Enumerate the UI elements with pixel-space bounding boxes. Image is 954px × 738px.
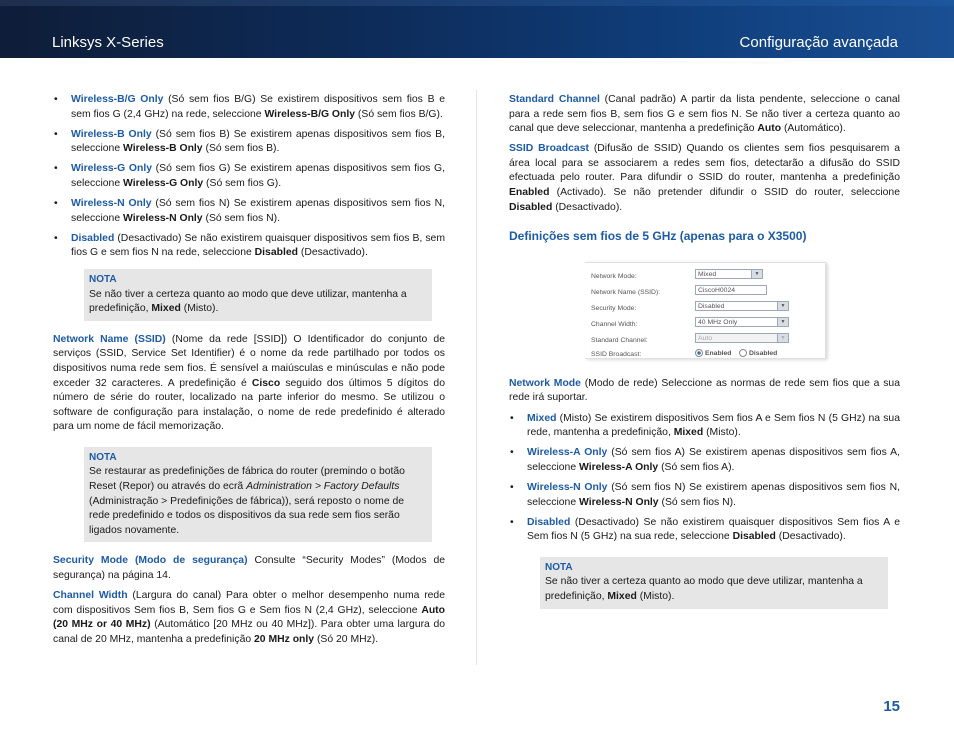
note-title: NOTA xyxy=(545,561,573,573)
row-label: Network Mode: xyxy=(591,272,637,280)
column-divider xyxy=(476,90,477,665)
section-title: Configuração avançada xyxy=(739,34,898,51)
settings-screenshot xyxy=(585,262,826,359)
radio-selected-icon xyxy=(695,349,703,357)
page-header xyxy=(0,0,954,58)
channel-width-row xyxy=(591,317,821,328)
radio-unselected-icon xyxy=(739,349,747,357)
standard-channel-select[interactable]: Auto ▼ xyxy=(695,333,789,343)
row-label: Standard Channel: xyxy=(591,336,648,344)
chevron-down-icon: ▼ xyxy=(777,334,788,342)
note-box xyxy=(540,557,888,609)
standard-channel-paragraph: Standard Channel (Canal padrão) A partir da lista pendente, seleccione o canal para a rede sem fios B, sem fios G e sem fios N. Se não tiver a certeza quanto ao canal que deve seleccionar, mantenha a predefinição Auto (Automático). xyxy=(509,94,900,135)
list-item: • Mixed (Misto) Se existirem dispositivos Sem fios A e Sem fios N (5 GHz) na sua rede, mantenha a predefinição, Mixed (Misto). xyxy=(509,412,900,441)
chevron-down-icon: ▼ xyxy=(777,318,788,326)
list-item: • Wireless-B Only (Só sem fios B) Se existirem apenas dispositivos sem fios B, seleccione Wireless-B Only (Só sem fios B). xyxy=(53,128,445,157)
note-text: Se não tiver a certeza quanto ao modo que deve utilizar, mantenha a predefinição, Mixed (Misto). xyxy=(89,288,407,315)
security-mode-select[interactable]: Disabled ▼ xyxy=(695,301,789,311)
chevron-down-icon: ▼ xyxy=(751,270,762,278)
network-mode-select[interactable]: Mixed ▼ xyxy=(695,269,763,279)
security-mode-row xyxy=(591,301,821,312)
radio-enabled[interactable]: Enabled xyxy=(695,347,731,362)
right-column xyxy=(509,93,900,621)
note-title: NOTA xyxy=(89,451,117,463)
note-box xyxy=(84,447,432,543)
note-box xyxy=(84,269,432,321)
network-name-row xyxy=(591,285,821,296)
security-mode-paragraph: Security Mode (Modo de segurança) Consulte “Security Modes” (Modos de segurança) na página 14. xyxy=(53,555,446,582)
row-label: Network Name (SSID): xyxy=(591,288,661,296)
channel-width-paragraph: Channel Width (Largura do canal) Para obter o melhor desempenho numa rede com dispositivos Sem fios B, Sem fios G e Sem fios N (2,4 GHz), seleccione Auto (20 MHz or 40 MHz) (Automático [20 MHz ou 40 MHz]). Para obter uma largura do canal de 20 MHz, mantenha a predefinição 20 MHz only (Só 20 MHz). xyxy=(53,590,445,645)
list-item: • Disabled (Desactivado) Se não existirem quaisquer dispositivos Sem fios A e Sem fios N (5 GHz) na sua rede, seleccione Disabled (Desactivado). xyxy=(509,516,900,545)
mode-bullet-list xyxy=(53,93,445,261)
row-label: Security Mode: xyxy=(591,304,637,312)
list-item: • Wireless-A Only (Só sem fios A) Se existirem apenas dispositivos sem fios A, seleccione Wireless-A Only (Só sem fios A). xyxy=(509,446,900,475)
note-text: Se restaurar as predefinições de fábrica do router (premindo o botão Reset (Repor) ou através do ecrã Administration > Factory Defaults (Administração > Predefinições de fábrica)), será reposto o nome de rede predefinido e todos os dispositivos da sua rede sem fios serão ligados novamente. xyxy=(89,466,405,536)
list-item: • Wireless-G Only (Só sem fios G) Se existirem apenas dispositivos sem fios G, seleccione Wireless-G Only (Só sem fios G). xyxy=(53,162,445,191)
list-item: • Disabled (Desactivado) Se não existirem quaisquer dispositivos sem fios B, sem fios G e sem fios N na rede, seleccione Disabled (Desactivado). xyxy=(53,232,445,261)
radio-disabled[interactable]: Disabled xyxy=(739,347,777,362)
channel-width-select[interactable]: 40 MHz Only ▼ xyxy=(695,317,789,327)
network-mode-row xyxy=(591,269,821,280)
chevron-down-icon: ▼ xyxy=(777,302,788,310)
network-mode-paragraph: Network Mode (Modo de rede) Seleccione as normas de rede sem fios que a sua rede irá suportar. xyxy=(509,377,900,404)
list-item: • Wireless-N Only (Só sem fios N) Se existirem apenas dispositivos sem fios N, seleccione Wireless-N Only (Só sem fios N). xyxy=(53,197,445,226)
ssid-broadcast-paragraph: SSID Broadcast (Difusão de SSID) Quando os clientes sem fios pesquisarem a área local para se associarem a redes sem fios, detectarão a difusão do SSID efectuada pelo router. Para difundir o SSID do router, mantenha a predefinição Enabled (Activado). Se não pretender difundir o SSID do router, seleccione Disabled (Desactivado). xyxy=(509,143,900,213)
ssid-input[interactable]: CiscoH0024 xyxy=(695,285,767,295)
header-stripe xyxy=(0,0,954,6)
note-text: Se não tiver a certeza quanto ao modo que deve utilizar, mantenha a predefinição, Mixed (Misto). xyxy=(545,576,863,602)
section-subheading: Definições sem fios de 5 GHz (apenas para o X3500) xyxy=(509,229,807,244)
standard-channel-row xyxy=(591,333,821,344)
row-label: Channel Width: xyxy=(591,320,638,328)
ssid-broadcast-row xyxy=(591,347,821,358)
list-item: • Wireless-B/G Only (Só sem fios B/G) Se existirem dispositivos sem fios B e sem fios G (2,4 GHz) na rede, seleccione Wireless-B/G Only (Só sem fios B/G). xyxy=(53,93,445,122)
network-name-paragraph: Network Name (SSID) (Nome da rede [SSID]) O Identificador do conjunto de serviços (SSID, Service Set Identifier) é o nome da rede partilhado por todos os dispositivos numa rede sem fios. É sensível a maiúsculas e minúsculas e não pode exceder 32 caracteres. A predefinição é Cisco seguido dos últimos 5 dígitos do número de série do router, localizado na parte inferior do mesmo. Se utilizou o software de configuração para instalação, o nome de rede predefinido é alterado para um nome de fácil memorização. xyxy=(53,333,445,433)
note-title: NOTA xyxy=(89,273,117,285)
row-label: SSID Broadcast: xyxy=(591,350,642,358)
left-column xyxy=(53,93,445,653)
product-title: Linksys X-Series xyxy=(52,34,164,51)
page-number: 15 xyxy=(883,698,900,715)
mode-bullet-list xyxy=(509,412,900,545)
list-item: • Wireless-N Only (Só sem fios N) Se existirem apenas dispositivos sem fios N, seleccione Wireless-N Only (Só sem fios N). xyxy=(509,481,900,510)
